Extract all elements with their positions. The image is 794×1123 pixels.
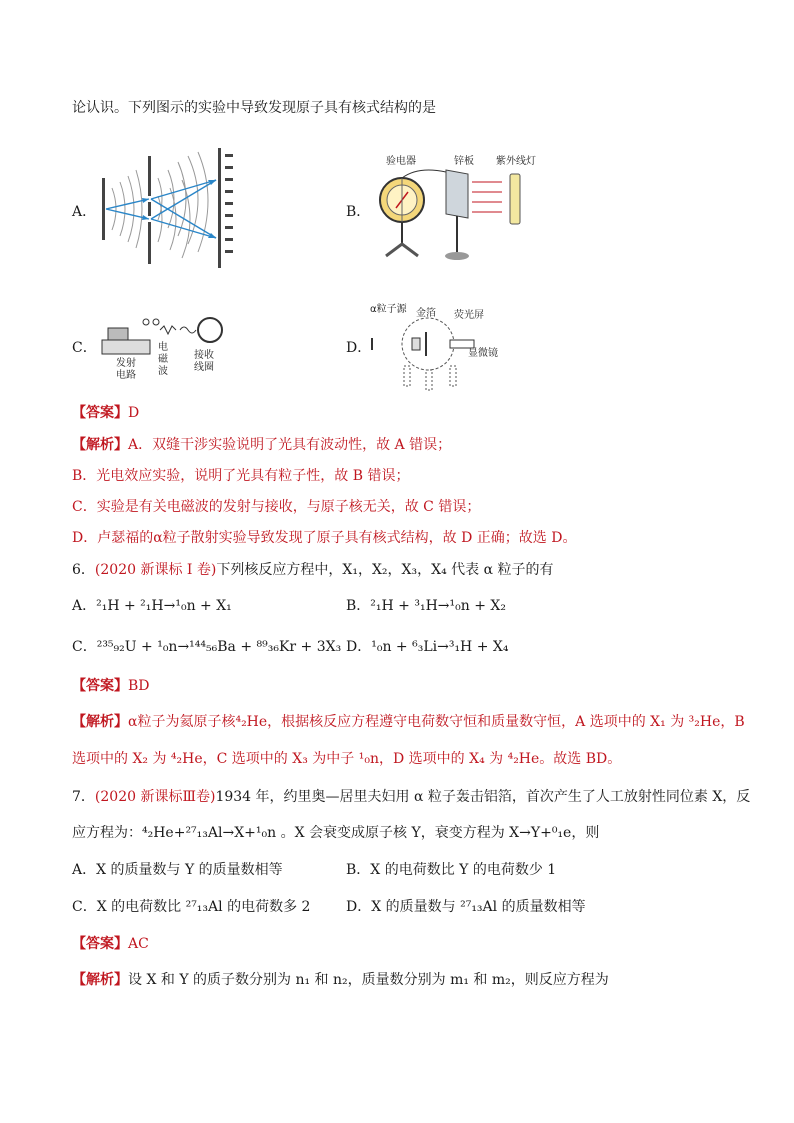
label-em-2: 磁 [158, 354, 168, 365]
answer-tag: 【答案】 [72, 936, 128, 952]
analysis-tag: 【解析】 [72, 972, 128, 988]
q6-option-b: B．²₁H + ³₁H→¹₀n + X₂ [346, 598, 506, 614]
analysis-tag: 【解析】 [72, 437, 128, 453]
q5-answer [72, 403, 139, 423]
answer-tag: 【答案】 [72, 405, 128, 421]
q6-option-d: D．¹₀n + ⁶₃Li→³₁H + X₄ [346, 639, 509, 655]
label-zinc-plate: 锌板 [454, 156, 474, 167]
option-d-label: D． [346, 340, 372, 356]
q7-stem-1: 7．(2020 新课标Ⅲ卷)1934 年，约里奥—居里夫妇用 α 粒子轰击铝箔，首次产生了人工放射性同位素 X，反 [72, 789, 751, 805]
label-microscope: 显微镜 [468, 348, 498, 359]
q7-analysis: 【解析】设 X 和 Y 的质子数分别为 n₁ 和 n₂，质量数分别为 m₁ 和 m₂，则反应方程为 [72, 972, 609, 988]
label-electroscope: 验电器 [386, 156, 416, 167]
label-em-1: 电 [158, 342, 168, 353]
q5-analysis-3: C．实验是有关电磁波的发射与接收，与原子核无关，故 C 错误； [72, 499, 481, 515]
label-transmit-2: 电路 [116, 370, 136, 381]
answer-value: D [128, 405, 140, 421]
q6-analysis-1: 【解析】α粒子为氦原子核⁴₂He，根据核反应方程遵守电荷数守恒和质量数守恒，A 选项中的 X₁ 为 ³₂He，B [72, 714, 745, 730]
q5-analysis-4: D．卢瑟福的α粒子散射实验导致发现了原子具有核式结构，故 D 正确；故选 D。 [72, 530, 577, 546]
answer-value: AC [128, 936, 149, 952]
q7-stem-2: 应方程为：⁴₂He+²⁷₁₃Al→X+¹₀n 。X 会衰变成原子核 Y，衰变方程为 X→Y+⁰₁e，则 [72, 825, 600, 841]
rutherford-figure [370, 302, 530, 394]
q6-analysis-2: 选项中的 X₂ 为 ⁴₂He，C 选项中的 X₃ 为中子 ¹₀n，D 选项中的 X₄ 为 ⁴₂He。故选 BD。 [72, 751, 622, 767]
q6-answer [72, 676, 150, 696]
label-gold-foil: 金箔 [416, 308, 436, 319]
label-transmit-1: 发射 [116, 358, 136, 369]
answer-tag: 【答案】 [72, 678, 128, 694]
label-receive-1: 接收 [194, 350, 214, 361]
q7-option-c: C．X 的电荷数比 ²⁷₁₃Al 的电荷数多 2 [72, 899, 311, 915]
em-wave-figure [98, 300, 228, 386]
label-screen: 荧光屏 [454, 310, 484, 321]
option-b-label: B． [346, 204, 371, 220]
photoelectric-figure [372, 152, 542, 268]
analysis-tag: 【解析】 [72, 714, 128, 730]
option-c-label: C． [72, 340, 97, 356]
option-a-label: A． [72, 204, 97, 220]
double-slit-figure [98, 148, 240, 268]
q6-option-c: C．²³⁵₉₂U + ¹₀n→¹⁴⁴₅₆Ba + ⁸⁹₃₆Kr + 3X₃ [72, 639, 342, 655]
q6-stem: 6．(2020 新课标 Ⅰ 卷)下列核反应方程中，X₁，X₂，X₃，X₄ 代表 α 粒子的有 [72, 562, 554, 578]
label-receive-2: 线圈 [194, 362, 214, 373]
q6-option-a: A．²₁H + ²₁H→¹₀n + X₁ [72, 598, 232, 614]
q7-option-a: A．X 的质量数与 Y 的质量数相等 [72, 862, 283, 878]
q6-source: (2020 新课标 Ⅰ 卷) [94, 562, 217, 578]
q7-source: (2020 新课标Ⅲ卷) [94, 789, 216, 805]
answer-value: BD [128, 678, 150, 694]
q7-option-d: D．X 的质量数与 ²⁷₁₃Al 的质量数相等 [346, 899, 586, 915]
q7-option-b: B．X 的电荷数比 Y 的电荷数少 1 [346, 862, 557, 878]
label-em-3: 波 [158, 366, 168, 377]
label-alpha-source: α粒子源 [370, 304, 407, 315]
q5-analysis-1: 【解析】A．双缝干涉实验说明了光具有波动性，故 A 错误； [72, 437, 452, 453]
label-uv-lamp: 紫外线灯 [496, 156, 536, 167]
intro-text: 论认识。下列图示的实验中导致发现原子具有核式结构的是 [72, 100, 436, 116]
q7-answer [72, 934, 149, 954]
q5-analysis-2: B．光电效应实验，说明了光具有粒子性，故 B 错误； [72, 468, 410, 484]
